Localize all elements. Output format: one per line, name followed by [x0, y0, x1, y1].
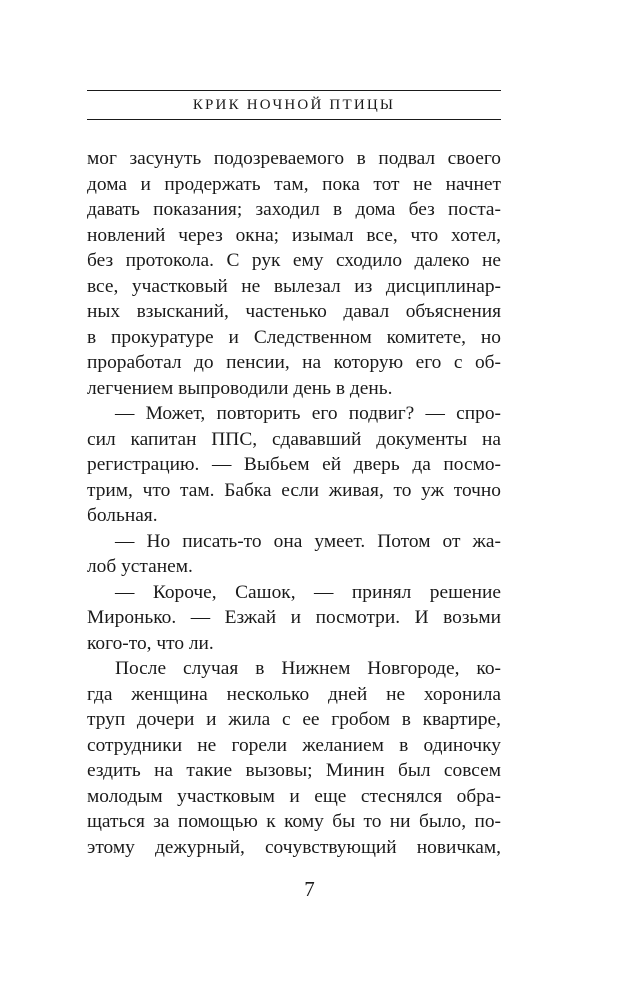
text-line: регистрацию. — Выбьем ей дверь да посмо- — [87, 454, 501, 475]
text-line: этому дежурный, сочувствующий новичкам, — [87, 836, 501, 858]
text-line: мог засунуть подозреваемого в подвал своего — [87, 148, 501, 169]
text-line: трим, что там. Бабка если живая, то уж точно — [87, 479, 501, 501]
running-header-title: КРИК НОЧНОЙ ПТИЦЫ — [192, 96, 396, 113]
text-line: После случая в Нижнем Новгороде, ко- — [115, 658, 501, 679]
text-line: — Но писать-то она умеет. Потом от жа- — [115, 530, 501, 552]
text-line: без протокола. С рук ему сходило далеко не — [87, 250, 501, 271]
text-line: ездить на такие вызовы; Минин был совсем — [87, 760, 501, 781]
text-line: — Короче, Сашок, — принял решение — [115, 581, 501, 603]
text-line: давать показания; заходил в дома без поста- — [87, 199, 501, 220]
text-line: новлений через окна; изымал все, что хотел, — [87, 224, 501, 246]
text-line: кого-то, что ли. — [87, 632, 214, 654]
running-header — [87, 90, 501, 120]
text-line: щаться за помощью к кому бы то ни было, по- — [87, 811, 501, 832]
text-line: молодым участковым и еще стеснялся обра- — [87, 785, 501, 807]
text-line: Миронько. — Езжай и посмотри. И возьми — [87, 607, 501, 628]
text-line: больная. — [87, 505, 158, 526]
text-line: дома и продержать там, пока тот не начнет — [87, 173, 501, 195]
text-line: легчением выпроводили день в день. — [87, 377, 393, 399]
text-line: сотрудники не горели желанием в одиночку — [87, 734, 501, 756]
page-number: 7 — [304, 877, 315, 901]
text-line: ных взысканий, частенько давал объяснения — [87, 301, 501, 322]
text-line: труп дочери и жила с ее гробом в квартире, — [87, 709, 501, 730]
text-line: проработал до пенсии, на которую его с об- — [87, 352, 501, 373]
body-text — [87, 146, 501, 860]
text-line: в прокуратуре и Следственном комитете, но — [87, 326, 501, 348]
text-line: сил капитан ППС, сдававший документы на — [87, 428, 501, 450]
text-line: лоб устанем. — [87, 556, 193, 577]
text-line: — Может, повторить его подвиг? — спро- — [115, 403, 501, 424]
text-line: все, участковый не вылезал из дисциплинар- — [87, 275, 501, 297]
text-line: гда женщина несколько дней не хоронила — [87, 683, 501, 705]
